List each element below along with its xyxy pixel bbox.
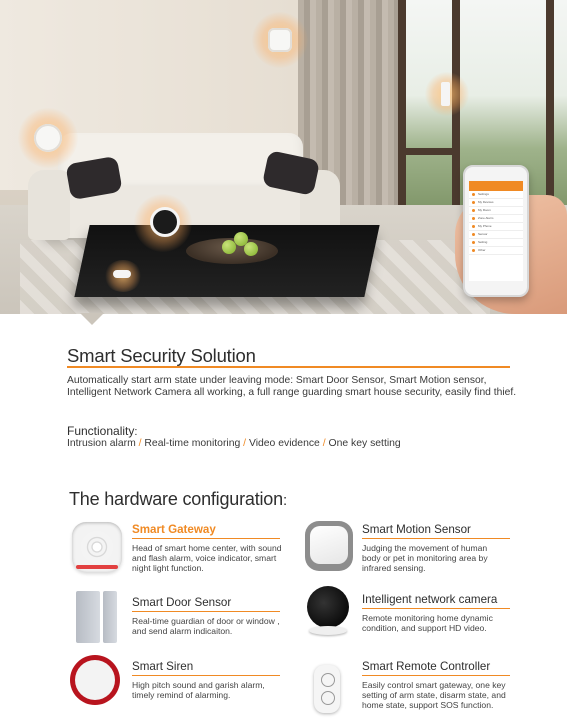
app-menu-item[interactable] [469, 215, 523, 223]
item-name-smart-door-sensor: Smart Door Sensor [132, 596, 232, 609]
motion-sensor-icon [268, 28, 292, 52]
item-desc-smart-remote-controller: Easily control smart gateway, one key setting of arm state, disarm state, and home state, support SOS function. [362, 680, 506, 710]
app-menu-list [469, 191, 523, 255]
hero-living-room-photo [0, 0, 567, 314]
app-menu-label: My Phone [478, 224, 492, 228]
sensor-face [310, 526, 348, 564]
item-desc-smart-motion-sensor: Judging the movement of human body or pet in monitoring area by infrared sensing. [362, 543, 488, 573]
smart-door-sensor-image [76, 591, 118, 643]
hardware-title-colon: : [282, 492, 287, 509]
separator: / [243, 438, 247, 449]
app-menu-item[interactable] [469, 247, 523, 255]
item-desc-smart-siren: High pitch sound and garish alarm, timely remind of alarming. [132, 680, 265, 700]
app-menu-item[interactable] [469, 207, 523, 215]
remote-button-icon [321, 673, 335, 687]
section-pointer [80, 313, 104, 325]
item-name-smart-motion-sensor: Smart Motion Sensor [362, 523, 471, 536]
item-rule [132, 538, 280, 539]
function-item: Video evidence [248, 438, 320, 449]
window-frame [398, 0, 406, 212]
smart-motion-sensor-image [305, 521, 353, 571]
door-sensor-icon [441, 82, 450, 106]
item-desc-smart-gateway: Head of smart home center, with sound and flash alarm, voice indicator, smart night light function. [132, 543, 282, 573]
item-rule [362, 608, 510, 609]
item-name-smart-remote-controller: Smart Remote Controller [362, 660, 491, 673]
function-item: Intrusion alarm [67, 438, 136, 449]
camera-icon [150, 207, 180, 237]
item-rule [132, 611, 280, 612]
remote-icon [113, 270, 131, 278]
item-name-smart-siren: Smart Siren [132, 660, 194, 673]
app-menu-item[interactable] [469, 199, 523, 207]
app-menu-label: Other [478, 248, 486, 252]
led-strip [76, 565, 118, 569]
item-rule [362, 538, 510, 539]
app-menu-label: Sensor [478, 232, 488, 236]
item-rule [132, 675, 280, 676]
function-item: One key setting [328, 438, 401, 449]
app-menu-item[interactable] [469, 231, 523, 239]
siren-face [75, 660, 115, 700]
sofa-arm [28, 170, 70, 240]
window-frame [546, 0, 554, 212]
phone-screen [469, 181, 523, 281]
item-name-smart-gateway: Smart Gateway [132, 523, 216, 536]
network-camera-image [307, 586, 349, 636]
app-menu-item[interactable] [469, 191, 523, 199]
item-desc-network-camera: Remote monitoring home dynamic condition, and support HD video. [362, 613, 493, 633]
smart-siren-image [70, 655, 120, 705]
app-menu-label: My Devices [478, 200, 494, 204]
item-rule [362, 675, 510, 676]
section-intro: Automatically start arm state under leaving mode: Smart Door Sensor, Smart Motion sensor, Intelligent Network Camera all working, a full range guarding smart house security, easily find thief. [67, 375, 517, 398]
hardware-title-text: The hardware configuration [69, 489, 283, 509]
app-header-bar [469, 181, 523, 191]
functionality-colon: : [134, 426, 138, 438]
magnet-body [103, 591, 117, 643]
speaker-grille-icon [81, 531, 113, 563]
hardware-title [69, 489, 287, 510]
item-name-network-camera: Intelligent network camera [362, 593, 498, 606]
app-menu-label: Setting [478, 240, 488, 244]
separator: / [322, 438, 326, 449]
app-menu-item[interactable] [469, 223, 523, 231]
separator: / [138, 438, 142, 449]
sensor-body [76, 591, 100, 643]
app-menu-label: My Room [478, 208, 491, 212]
camera-lens-icon [307, 586, 349, 628]
app-menu-label: Zone Alarm [478, 216, 494, 220]
item-desc-smart-door-sensor: Real-time guardian of door or window , and send alarm indicaiton. [132, 616, 280, 636]
app-menu-item[interactable] [469, 239, 523, 247]
title-underline [67, 366, 510, 368]
smoke-detector-icon [34, 124, 62, 152]
smart-gateway-image [72, 522, 122, 572]
smartphone [463, 165, 529, 297]
camera-base [309, 626, 347, 635]
app-menu-label: Settings [478, 192, 489, 196]
remote-button-icon [321, 691, 335, 705]
functionality-heading [67, 424, 137, 438]
remote-controller-image [314, 665, 340, 713]
functionality-list [67, 438, 401, 449]
apple [244, 242, 258, 256]
window-frame [398, 148, 458, 155]
function-item: Real-time monitoring [144, 438, 241, 449]
functionality-label: Functionality [67, 424, 135, 438]
section-title: Smart Security Solution [67, 345, 256, 366]
